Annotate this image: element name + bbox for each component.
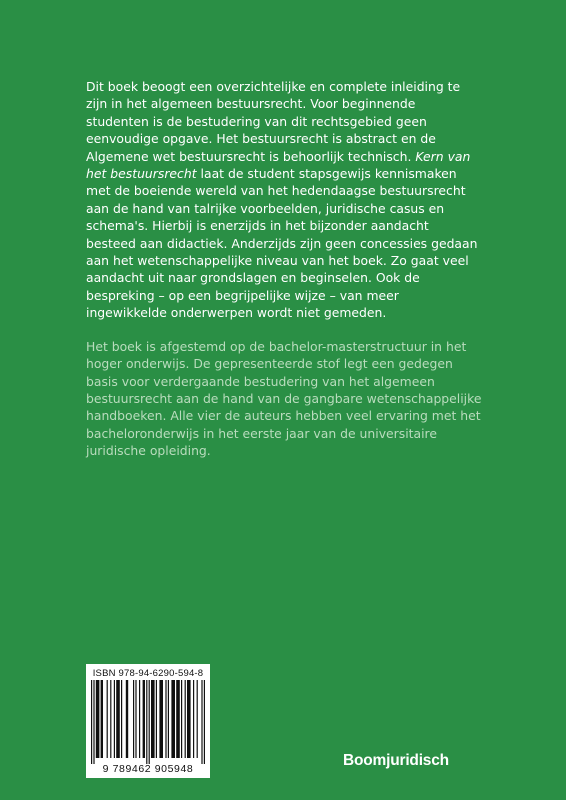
- barcode-box: [86, 664, 210, 778]
- blurb-p1-continuation: laat de student stapsgewijs kennismaken met de boeiende wereld van het hedendaagse bestuursrecht aan de hand van talrijke voorbeelden, juridische casus en schema's. Hierbij is enerzijds in het bijzonder aandacht besteed aan didactiek. Anderzijds zijn geen concessies gedaan aan het wetenschappelijke niveau van het boek. Zo gaat veel aandacht uit naar grondslagen en beginselen. Ook de bespreking – op een begrijpelijke wijze – van meer ingewikkelde onderwerpen wordt niet gemeden.: [86, 166, 478, 321]
- blurb-text: [86, 78, 482, 476]
- blurb-paragraph-1: [86, 78, 482, 322]
- barcode-bar: [165, 680, 166, 758]
- barcode-bar: [110, 680, 111, 758]
- barcode-bar: [107, 680, 108, 758]
- barcode-bar: [204, 680, 205, 764]
- publisher-logo: Boomjuridisch: [343, 752, 449, 769]
- barcode-bar: [114, 680, 115, 758]
- barcode-bar: [116, 680, 120, 758]
- barcode-bar: [201, 680, 202, 764]
- blurb-p1-intro: Dit boek beoogt een overzichtelijke en complete inleiding te zijn in het algemeen bestuursrecht. Voor beginnende studenten is de bestudering van dit rechtsgebied geen eenvoudige opgave. Het bestuursrecht is abstract en de Algemene wet bestuursrecht is behoorlijk technisch.: [86, 79, 461, 164]
- barcode-bar: [101, 680, 103, 758]
- barcode-bar: [159, 680, 163, 758]
- barcode-bar: [168, 680, 169, 758]
- barcode-bar: [126, 680, 128, 758]
- barcode-bar: [139, 680, 140, 758]
- isbn-label: ISBN 978-94-6290-594-8: [92, 668, 204, 679]
- barcode-bar: [197, 680, 198, 758]
- barcode-bar: [133, 680, 134, 758]
- barcode-bar: [146, 680, 147, 764]
- barcode-digits: 9 789462 905948: [102, 763, 194, 775]
- barcode-bar: [156, 680, 157, 758]
- barcode-bar: [151, 680, 155, 758]
- barcode-bar: [121, 680, 122, 758]
- barcode-bar: [193, 680, 194, 758]
- book-title-italic: Kern van het bestuursrecht: [86, 148, 471, 182]
- blurb-paragraph-2: Het boek is afgestemd op de bachelor-masterstructuur in het hoger onderwijs. De gepresenteerde stof legt een gedegen basis voor verdergaande bestudering van het algemeen bestuursrecht aan de hand van de gangbare wetenschappelijke handboeken. Alle vier de auteurs hebben veel ervaring met het bacheloronderwijs in het eerste jaar van de universitaire juridische opleiding.: [86, 338, 482, 459]
- barcode-bar: [93, 680, 94, 764]
- barcode-bar: [181, 680, 182, 758]
- barcode-bar: [149, 680, 150, 764]
- barcode-bar: [135, 680, 136, 758]
- barcode-image: [91, 680, 205, 764]
- barcode-bar: [143, 680, 145, 758]
- barcode-bar: [171, 680, 175, 758]
- barcode-bar: [176, 680, 180, 758]
- barcode-bar: [185, 680, 186, 758]
- barcode-bar: [187, 680, 191, 758]
- barcode-bar: [91, 680, 92, 764]
- barcode-bar: [96, 680, 100, 758]
